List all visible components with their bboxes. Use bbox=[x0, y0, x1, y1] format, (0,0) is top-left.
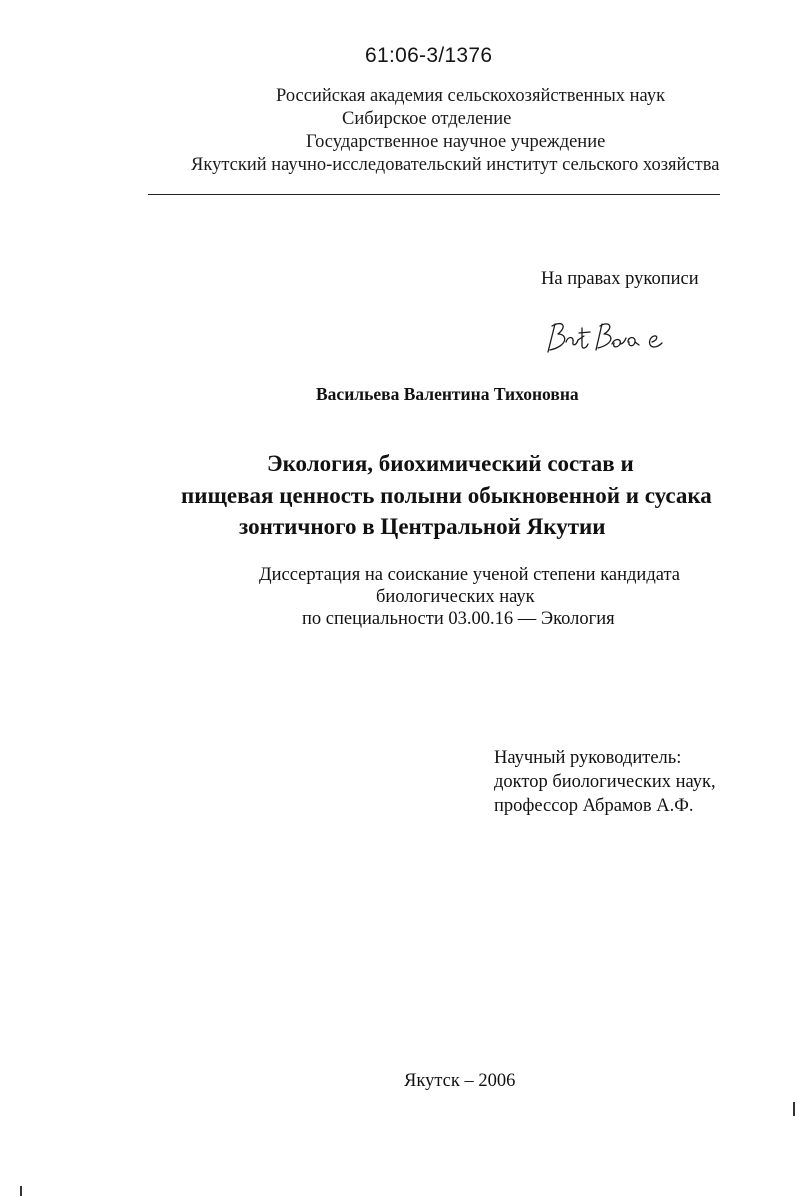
organization-line-3: Государственное научное учреждение bbox=[306, 132, 606, 152]
title-line-1: Экология, биохимический состав и bbox=[267, 451, 634, 476]
organization-line-2: Сибирское отделение bbox=[342, 109, 512, 129]
author-name: Васильева Валентина Тихоновна bbox=[316, 384, 579, 404]
scan-artifact bbox=[793, 1102, 795, 1116]
organization-line-4: Якутский научно-исследовательский институт сельского хозяйства bbox=[191, 155, 720, 175]
manuscript-rights-note: На правах рукописи bbox=[541, 269, 699, 289]
degree-line-2: биологических наук bbox=[376, 587, 535, 607]
title-line-2: пищевая ценность полыни обыкновенной и сусака bbox=[181, 483, 712, 508]
scan-artifact bbox=[20, 1186, 22, 1196]
degree-line-3: по специальности 03.00.16 — Экология bbox=[302, 609, 615, 629]
header-divider bbox=[148, 194, 720, 195]
supervisor-degree: доктор биологических наук, bbox=[494, 772, 716, 792]
place-and-year: Якутск – 2006 bbox=[404, 1071, 516, 1091]
organization-line-1: Российская академия сельскохозяйственных наук bbox=[276, 86, 666, 106]
supervisor-name: профессор Абрамов А.Ф. bbox=[494, 796, 694, 816]
supervisor-heading: Научный руководитель: bbox=[494, 748, 682, 768]
degree-line-1: Диссертация на соискание ученой степени кандидата bbox=[259, 565, 680, 585]
title-line-3: зонтичного в Центральной Якутии bbox=[239, 514, 606, 539]
library-stamp-number: 61:06-3/1376 bbox=[365, 44, 493, 67]
handwritten-signature-icon bbox=[542, 316, 672, 356]
